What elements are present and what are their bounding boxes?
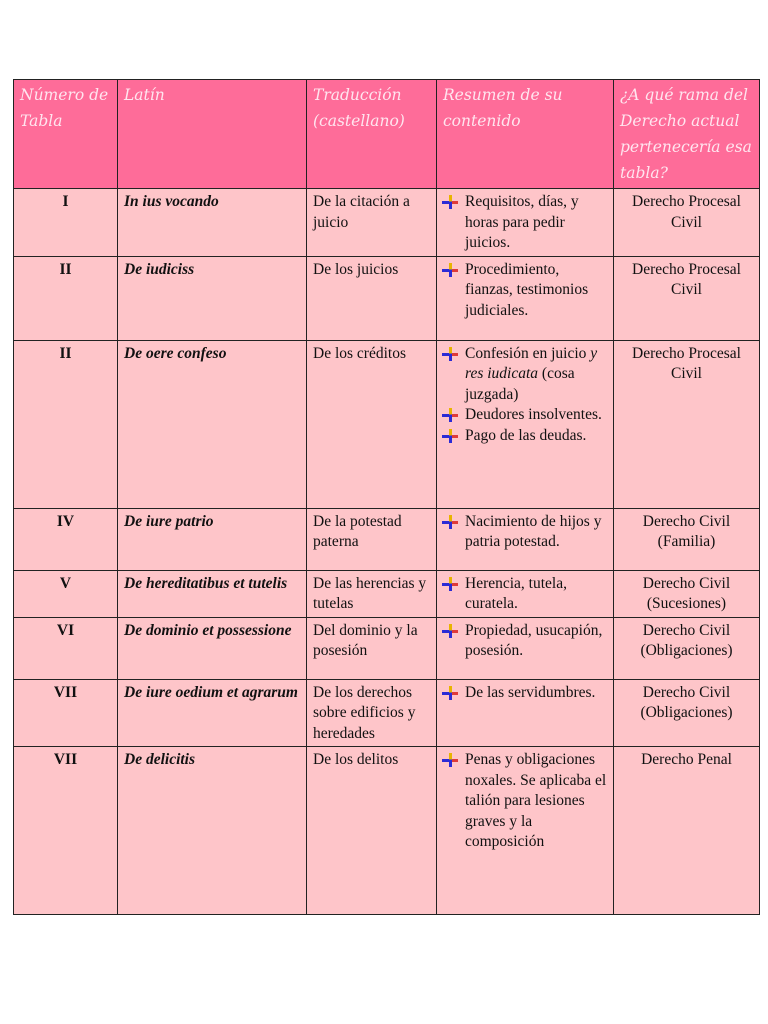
traduccion-cell: De los delitos	[307, 747, 437, 915]
resumen-cell	[437, 570, 614, 617]
tabla-numero-cell: VII	[14, 747, 118, 915]
resumen-cell	[437, 508, 614, 570]
resumen-cell	[437, 617, 614, 679]
resumen-text: Requisitos, días, y horas para pedir juicios.	[465, 193, 579, 251]
latin-title-cell: In ius vocando	[118, 189, 307, 257]
resumen-cell	[437, 256, 614, 340]
resumen-list-item	[465, 512, 607, 553]
tabla-numero-cell: II	[14, 256, 118, 340]
resumen-cell	[437, 189, 614, 257]
rama-derecho-cell: Derecho Procesal Civil	[614, 189, 760, 257]
header-latin: Latín	[118, 80, 307, 189]
table-row	[14, 617, 760, 679]
colored-plus-bullet-icon	[442, 515, 458, 529]
resumen-list-item	[465, 426, 607, 447]
resumen-italic-text: y res iudicata	[465, 344, 602, 382]
tabla-numero-cell: I	[14, 189, 118, 257]
table-row	[14, 679, 760, 747]
table-row	[14, 508, 760, 570]
colored-plus-bullet-icon	[442, 195, 458, 209]
tabla-numero-cell: II	[14, 340, 118, 508]
resumen-list-item	[465, 344, 607, 406]
latin-title-cell: De oere confeso	[118, 340, 307, 508]
resumen-text: (cosa juzgada)	[465, 365, 579, 403]
colored-plus-bullet-icon	[442, 408, 458, 422]
header-traduccion: Traducción (castellano)	[307, 80, 437, 189]
resumen-list-item	[465, 621, 607, 662]
doce-tablas-table	[13, 79, 760, 915]
resumen-list-item	[465, 574, 607, 615]
resumen-list-item	[465, 260, 607, 322]
resumen-list-item	[465, 750, 607, 853]
resumen-list-item	[465, 405, 607, 426]
latin-title-cell: De dominio et possessione	[118, 617, 307, 679]
traduccion-cell: De los derechos sobre edificios y heredades	[307, 679, 437, 747]
rama-derecho-cell: Derecho Procesal Civil	[614, 340, 760, 508]
latin-title-cell: De iudiciss	[118, 256, 307, 340]
rama-derecho-cell: Derecho Procesal Civil	[614, 256, 760, 340]
tabla-numero-cell: V	[14, 570, 118, 617]
resumen-text: Procedimiento, fianzas, testimonios judiciales.	[465, 260, 589, 319]
colored-plus-bullet-icon	[442, 429, 458, 443]
rama-derecho-cell: Derecho Penal	[614, 747, 760, 915]
tabla-numero-cell: VII	[14, 679, 118, 747]
colored-plus-bullet-icon	[442, 686, 458, 700]
table-row	[14, 189, 760, 257]
table-row	[14, 747, 760, 915]
resumen-text: Propiedad, usucapión, posesión.	[465, 621, 603, 659]
rama-derecho-cell: Derecho Civil (Obligaciones)	[614, 617, 760, 679]
rama-derecho-cell: Derecho Civil (Familia)	[614, 508, 760, 570]
resumen-text: Herencia, tutela, curatela.	[465, 574, 567, 612]
header-row	[14, 80, 760, 189]
header-rama: ¿A qué rama del Derecho actual pertenecería esa tabla?	[614, 80, 760, 189]
table-row	[14, 256, 760, 340]
header-numero: Número de Tabla	[14, 80, 118, 189]
resumen-text: Confesión en juicio	[465, 344, 591, 362]
tabla-numero-cell: IV	[14, 508, 118, 570]
colored-plus-bullet-icon	[442, 347, 458, 361]
colored-plus-bullet-icon	[442, 624, 458, 638]
table-row	[14, 570, 760, 617]
resumen-list-item	[465, 192, 607, 254]
rama-derecho-cell: Derecho Civil (Sucesiones)	[614, 570, 760, 617]
resumen-text: Pago de las deudas.	[465, 426, 587, 444]
resumen-text: Nacimiento de hijos y patria potestad.	[465, 512, 602, 550]
traduccion-cell: De los créditos	[307, 340, 437, 508]
traduccion-cell: De las herencias y tutelas	[307, 570, 437, 617]
resumen-text: Deudores insolventes.	[465, 406, 602, 423]
resumen-cell	[437, 679, 614, 747]
latin-title-cell: De iure oedium et agrarum	[118, 679, 307, 747]
colored-plus-bullet-icon	[442, 753, 458, 767]
traduccion-cell: De los juicios	[307, 256, 437, 340]
traduccion-cell: Del dominio y la posesión	[307, 617, 437, 679]
tabla-numero-cell: VI	[14, 617, 118, 679]
rama-derecho-cell: Derecho Civil (Obligaciones)	[614, 679, 760, 747]
document-table-container	[13, 79, 759, 915]
latin-title-cell: De hereditatibus et tutelis	[118, 570, 307, 617]
colored-plus-bullet-icon	[442, 263, 458, 277]
resumen-cell	[437, 340, 614, 508]
latin-title-cell: De iure patrio	[118, 508, 307, 570]
resumen-text: Penas y obligaciones noxales. Se aplicaba el talión para lesiones graves y la composición	[465, 751, 607, 850]
resumen-list-item	[465, 683, 607, 704]
colored-plus-bullet-icon	[442, 577, 458, 591]
resumen-text: De las servidumbres.	[465, 683, 596, 701]
traduccion-cell: De la citación a juicio	[307, 189, 437, 257]
table-body	[14, 189, 760, 915]
latin-title-cell: De delicitis	[118, 747, 307, 915]
table-row	[14, 340, 760, 508]
header-resumen: Resumen de su contenido	[437, 80, 614, 189]
resumen-cell	[437, 747, 614, 915]
traduccion-cell: De la potestad paterna	[307, 508, 437, 570]
